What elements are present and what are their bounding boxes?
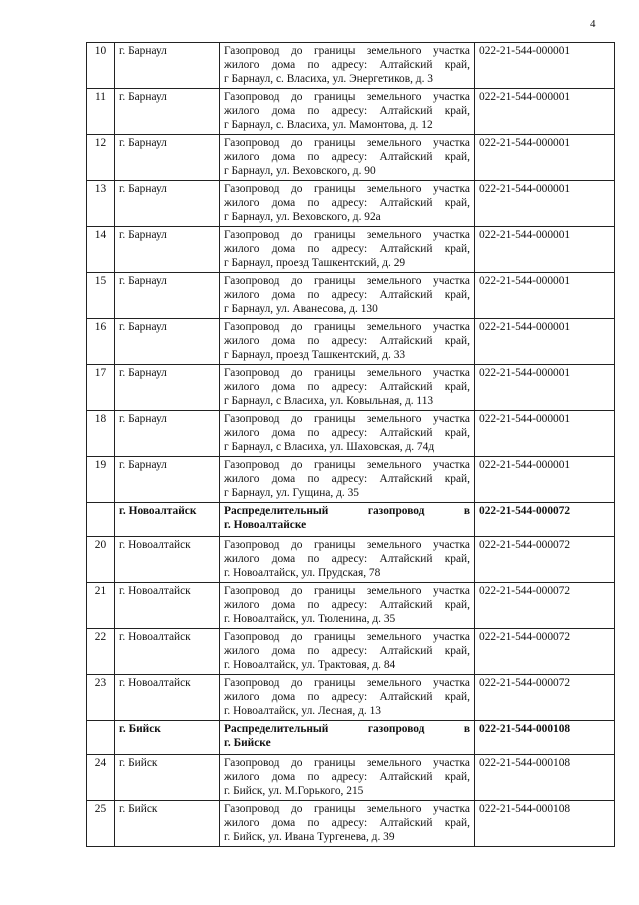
row-number: 20 xyxy=(87,537,115,583)
registry-code-cell: 022-21-544-000108 xyxy=(475,801,615,847)
city-cell: г. Барнаул xyxy=(115,365,220,411)
table-row xyxy=(87,675,615,721)
registry-code-cell: 022-21-544-000001 xyxy=(475,227,615,273)
registry-code-cell: 022-21-544-000072 xyxy=(475,503,615,537)
table-row xyxy=(87,755,615,801)
registry-body xyxy=(87,43,615,847)
row-number xyxy=(87,503,115,537)
table-row xyxy=(87,89,615,135)
group-header-row xyxy=(87,503,615,537)
description-cell xyxy=(220,503,475,537)
registry-code-cell: 022-21-544-000108 xyxy=(475,721,615,755)
description-cell xyxy=(220,721,475,755)
description-line: Газопровод до границы земельного участка xyxy=(224,757,470,769)
row-number: 16 xyxy=(87,319,115,365)
description-line: Газопровод до границы земельного участка xyxy=(224,275,470,287)
table-row xyxy=(87,411,615,457)
city-cell: г. Бийск xyxy=(115,801,220,847)
description-cell xyxy=(220,89,475,135)
row-number: 14 xyxy=(87,227,115,273)
description-line: жилого дома по адресу: Алтайский край, xyxy=(224,243,470,255)
city-cell: г. Барнаул xyxy=(115,89,220,135)
description-cell xyxy=(220,801,475,847)
description-cell xyxy=(220,583,475,629)
description-line: жилого дома по адресу: Алтайский край, xyxy=(224,105,470,117)
description-line: г Барнаул, с. Власиха, ул. Мамонтова, д. 12 xyxy=(224,119,433,131)
description-line: жилого дома по адресу: Алтайский край, xyxy=(224,427,470,439)
description-line: жилого дома по адресу: Алтайский край, xyxy=(224,59,470,71)
city-cell: г. Барнаул xyxy=(115,227,220,273)
registry-code-cell: 022-21-544-000072 xyxy=(475,583,615,629)
description-line: г. Бийске xyxy=(224,737,271,749)
description-line: г. Новоалтайске xyxy=(224,519,307,531)
table-row xyxy=(87,801,615,847)
description-line: Газопровод до границы земельного участка xyxy=(224,321,470,333)
table-row xyxy=(87,583,615,629)
row-number: 12 xyxy=(87,135,115,181)
description-line: жилого дома по адресу: Алтайский край, xyxy=(224,151,470,163)
city-cell: г. Барнаул xyxy=(115,457,220,503)
city-cell: г. Новоалтайск xyxy=(115,675,220,721)
description-line: г Барнаул, ул. Гущина, д. 35 xyxy=(224,487,359,499)
description-line: г. Новоалтайск, ул. Лесная, д. 13 xyxy=(224,705,381,717)
city-cell: г. Новоалтайск xyxy=(115,537,220,583)
description-line: жилого дома по адресу: Алтайский край, xyxy=(224,645,470,657)
registry-code-cell: 022-21-544-000072 xyxy=(475,537,615,583)
registry-code-cell: 022-21-544-000001 xyxy=(475,135,615,181)
description-line: Газопровод до границы земельного участка xyxy=(224,91,470,103)
row-number xyxy=(87,721,115,755)
description-line: г Барнаул, с Власиха, ул. Шаховская, д. 74д xyxy=(224,441,435,453)
table-row xyxy=(87,43,615,89)
description-cell xyxy=(220,43,475,89)
description-line: г Барнаул, с. Власиха, ул. Энергетиков, д. 3 xyxy=(224,73,433,85)
city-cell: г. Бийск xyxy=(115,755,220,801)
description-line: Газопровод до границы земельного участка xyxy=(224,367,470,379)
row-number: 21 xyxy=(87,583,115,629)
registry-code-cell: 022-21-544-000001 xyxy=(475,411,615,457)
description-line: Газопровод до границы земельного участка xyxy=(224,803,470,815)
table-row xyxy=(87,319,615,365)
description-line: Распределительный газопровод в xyxy=(224,505,470,517)
description-line: жилого дома по адресу: Алтайский край, xyxy=(224,771,470,783)
row-number: 22 xyxy=(87,629,115,675)
registry-code-cell: 022-21-544-000108 xyxy=(475,755,615,801)
description-line: жилого дома по адресу: Алтайский край, xyxy=(224,289,470,301)
registry-table xyxy=(86,42,615,847)
row-number: 17 xyxy=(87,365,115,411)
table-row xyxy=(87,273,615,319)
description-line: жилого дома по адресу: Алтайский край, xyxy=(224,381,470,393)
description-cell xyxy=(220,629,475,675)
description-line: Газопровод до границы земельного участка xyxy=(224,631,470,643)
table-row xyxy=(87,537,615,583)
table-row xyxy=(87,457,615,503)
description-line: г. Новоалтайск, ул. Прудская, 78 xyxy=(224,567,381,579)
city-cell: г. Новоалтайск xyxy=(115,629,220,675)
description-line: Газопровод до границы земельного участка xyxy=(224,459,470,471)
description-line: г. Бийск, ул. М.Горького, 215 xyxy=(224,785,364,797)
description-line: жилого дома по адресу: Алтайский край, xyxy=(224,335,470,347)
description-line: жилого дома по адресу: Алтайский край, xyxy=(224,553,470,565)
table-row xyxy=(87,181,615,227)
group-header-row xyxy=(87,721,615,755)
city-cell: г. Новоалтайск xyxy=(115,583,220,629)
registry-code-cell: 022-21-544-000072 xyxy=(475,629,615,675)
description-line: Газопровод до границы земельного участка xyxy=(224,585,470,597)
description-line: г. Бийск, ул. Ивана Тургенева, д. 39 xyxy=(224,831,395,843)
description-cell xyxy=(220,755,475,801)
registry-code-cell: 022-21-544-000001 xyxy=(475,319,615,365)
description-cell xyxy=(220,457,475,503)
description-cell xyxy=(220,411,475,457)
description-cell xyxy=(220,319,475,365)
registry-code-cell: 022-21-544-000001 xyxy=(475,273,615,319)
city-cell: г. Барнаул xyxy=(115,135,220,181)
city-cell: г. Барнаул xyxy=(115,273,220,319)
city-cell: г. Барнаул xyxy=(115,43,220,89)
description-cell xyxy=(220,675,475,721)
page-number: 4 xyxy=(590,18,596,30)
city-cell: г. Бийск xyxy=(115,721,220,755)
description-line: Газопровод до границы земельного участка xyxy=(224,137,470,149)
city-cell: г. Новоалтайск xyxy=(115,503,220,537)
description-line: Газопровод до границы земельного участка xyxy=(224,45,470,57)
table-row xyxy=(87,227,615,273)
registry-code-cell: 022-21-544-000001 xyxy=(475,457,615,503)
registry-code-cell: 022-21-544-000001 xyxy=(475,181,615,227)
description-line: Газопровод до границы земельного участка xyxy=(224,229,470,241)
description-line: г. Новоалтайск, ул. Тюленина, д. 35 xyxy=(224,613,396,625)
description-line: жилого дома по адресу: Алтайский край, xyxy=(224,817,470,829)
description-line: жилого дома по адресу: Алтайский край, xyxy=(224,691,470,703)
description-line: Газопровод до границы земельного участка xyxy=(224,413,470,425)
row-number: 19 xyxy=(87,457,115,503)
description-line: г Барнаул, ул. Аванесова, д. 130 xyxy=(224,303,378,315)
description-line: г Барнаул, проезд Ташкентский, д. 29 xyxy=(224,257,406,269)
description-cell xyxy=(220,537,475,583)
description-line: Газопровод до границы земельного участка xyxy=(224,539,470,551)
description-cell xyxy=(220,273,475,319)
registry-code-cell: 022-21-544-000001 xyxy=(475,89,615,135)
description-line: г. Новоалтайск, ул. Трактовая, д. 84 xyxy=(224,659,396,671)
city-cell: г. Барнаул xyxy=(115,411,220,457)
description-line: жилого дома по адресу: Алтайский край, xyxy=(224,473,470,485)
description-line: жилого дома по адресу: Алтайский край, xyxy=(224,197,470,209)
description-cell xyxy=(220,181,475,227)
registry-code-cell: 022-21-544-000001 xyxy=(475,43,615,89)
description-cell xyxy=(220,365,475,411)
row-number: 24 xyxy=(87,755,115,801)
description-line: г Барнаул, ул. Веховского, д. 90 xyxy=(224,165,376,177)
row-number: 23 xyxy=(87,675,115,721)
city-cell: г. Барнаул xyxy=(115,181,220,227)
row-number: 25 xyxy=(87,801,115,847)
table-row xyxy=(87,365,615,411)
city-cell: г. Барнаул xyxy=(115,319,220,365)
row-number: 18 xyxy=(87,411,115,457)
registry-code-cell: 022-21-544-000001 xyxy=(475,365,615,411)
description-line: жилого дома по адресу: Алтайский край, xyxy=(224,599,470,611)
row-number: 15 xyxy=(87,273,115,319)
row-number: 13 xyxy=(87,181,115,227)
description-line: г Барнаул, проезд Ташкентский, д. 33 xyxy=(224,349,406,361)
registry-code-cell: 022-21-544-000072 xyxy=(475,675,615,721)
description-line: г Барнаул, с Власиха, ул. Ковыльная, д. 113 xyxy=(224,395,434,407)
row-number: 11 xyxy=(87,89,115,135)
table-row xyxy=(87,135,615,181)
table-row xyxy=(87,629,615,675)
description-cell xyxy=(220,135,475,181)
description-cell xyxy=(220,227,475,273)
description-line: Распределительный газопровод в xyxy=(224,723,470,735)
description-line: г Барнаул, ул. Веховского, д. 92а xyxy=(224,211,381,223)
row-number: 10 xyxy=(87,43,115,89)
description-line: Газопровод до границы земельного участка xyxy=(224,183,470,195)
description-line: Газопровод до границы земельного участка xyxy=(224,677,470,689)
